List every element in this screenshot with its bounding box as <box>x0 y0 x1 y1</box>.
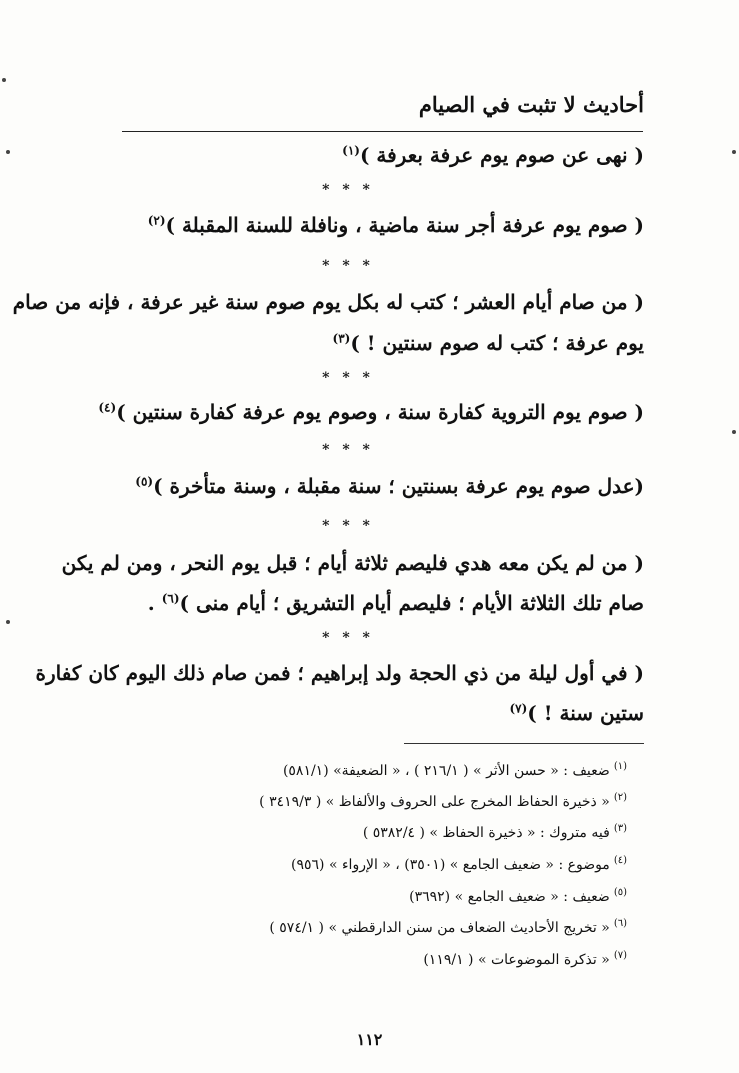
footnote-text: موضوع : « ضعيف الجامع » (٣٥٠١) ، « الإرواء » (٩٥٦) <box>291 857 610 873</box>
footnote-ref: (٦) <box>161 591 180 606</box>
hadith-7-line-1: ( في أول ليلة من ذي الحجة ولد إبراهيم ؛ فمن صام ذلك اليوم كان كفارة <box>35 661 644 685</box>
hadith-6-line-1: ( من لم يكن معه هدي فليصم ثلاثة أيام ؛ قبل يوم النحر ، ومن لم يكن <box>61 551 644 575</box>
footnote-6 <box>269 918 627 936</box>
footnote-text: « تخريج الأحاديث الضعاف من سنن الدارقطني » ( ٥٧٤/١ ) <box>269 920 610 936</box>
footnote-ref: (٣) <box>332 331 351 346</box>
footnote-ref: (٤) <box>98 400 117 415</box>
hadith-2 <box>148 215 644 235</box>
separator-stars: * * * <box>322 258 374 274</box>
footnote-5 <box>409 887 627 905</box>
footnote-text: « تذكرة الموضوعات » ( ١١٩/١) <box>423 952 610 968</box>
header-rule <box>122 131 643 132</box>
footnote-3 <box>362 823 627 841</box>
hadith-5 <box>135 476 644 496</box>
footnote-ref: (٧) <box>509 701 528 716</box>
hadith-text: ( صوم يوم التروية كفارة سنة ، وصوم يوم عرفة كفارة سنتين ) <box>116 400 644 424</box>
running-title: أحاديث لا تثبت في الصيام <box>418 92 644 117</box>
scan-speck <box>6 620 10 624</box>
hadith-text: ستين سنة ! ) <box>527 701 644 725</box>
footnote-text: فيه متروك : « ذخيرة الحفاظ » ( ٥٣٨٢/٤ ) <box>362 825 610 841</box>
separator-stars: * * * <box>322 370 374 386</box>
footnote-number: (٢) <box>613 792 627 804</box>
footnote-ref: (٥) <box>135 474 154 489</box>
footnote-number: (٤) <box>613 855 627 867</box>
separator-stars: * * * <box>322 630 374 646</box>
footnote-2 <box>259 792 627 810</box>
footnote-number: (٦) <box>613 918 627 930</box>
scan-speck <box>732 430 736 434</box>
hadith-1 <box>342 145 644 165</box>
page-number: ١١٢ <box>356 1030 383 1049</box>
scan-speck <box>732 150 736 154</box>
scan-speck <box>2 78 6 82</box>
footnote-number: (٣) <box>613 823 627 835</box>
footnote-4 <box>291 855 627 873</box>
hadith-text: صام تلك الثلاثة الأيام ؛ فليصم أيام التشريق ؛ أيام منى ) <box>179 591 644 615</box>
hadith-6-line-2: صام تلك الثلاثة الأيام ؛ فليصم أيام التشريق ؛ أيام منى )$^{(٦)}$ . <box>147 591 644 615</box>
hadith-4 <box>98 402 644 422</box>
hadith-text: ( نهى عن صوم يوم عرفة بعرفة ) <box>359 143 644 167</box>
footnote-rule <box>404 743 644 744</box>
hadith-text: ( صوم يوم عرفة أجر سنة ماضية ، ونافلة للسنة المقبلة ) <box>165 213 644 237</box>
hadith-3-line-1: ( من صام أيام العشر ؛ كتب له بكل يوم صوم سنة غير عرفة ، فإنه من صام <box>12 290 644 314</box>
footnote-ref: (٢) <box>147 213 166 228</box>
separator-stars: * * * <box>322 518 374 534</box>
hadith-text: يوم عرفة ؛ كتب له صوم سنتين ! ) <box>350 331 644 355</box>
separator-stars: * * * <box>322 182 374 198</box>
separator-stars: * * * <box>322 442 374 458</box>
footnote-ref: (١) <box>342 143 360 158</box>
footnote-7 <box>423 950 627 968</box>
footnote-text: « ذخيرة الحفاظ المخرج على الحروف والألفاظ » ( ٣٤١٩/٣ ) <box>259 794 610 810</box>
footnote-text: ضعيف : « ضعيف الجامع » (٣٦٩٢) <box>409 889 610 905</box>
footnote-number: (٥) <box>613 887 627 899</box>
footnote-number: (١) <box>613 761 627 773</box>
footnote-text: ضعيف : « حسن الأثر » ( ٢١٦/١ ) ، « الضعيفة» (٥٨١/١) <box>282 763 610 779</box>
hadith-3-line-2 <box>333 333 644 353</box>
footnote-1 <box>282 761 627 779</box>
scan-speck <box>6 150 10 154</box>
hadith-text: (عدل صوم يوم عرفة بسنتين ؛ سنة مقبلة ، وسنة متأخرة ) <box>153 474 644 498</box>
hadith-7-line-2 <box>509 703 644 723</box>
footnote-number: (٧) <box>613 950 627 962</box>
